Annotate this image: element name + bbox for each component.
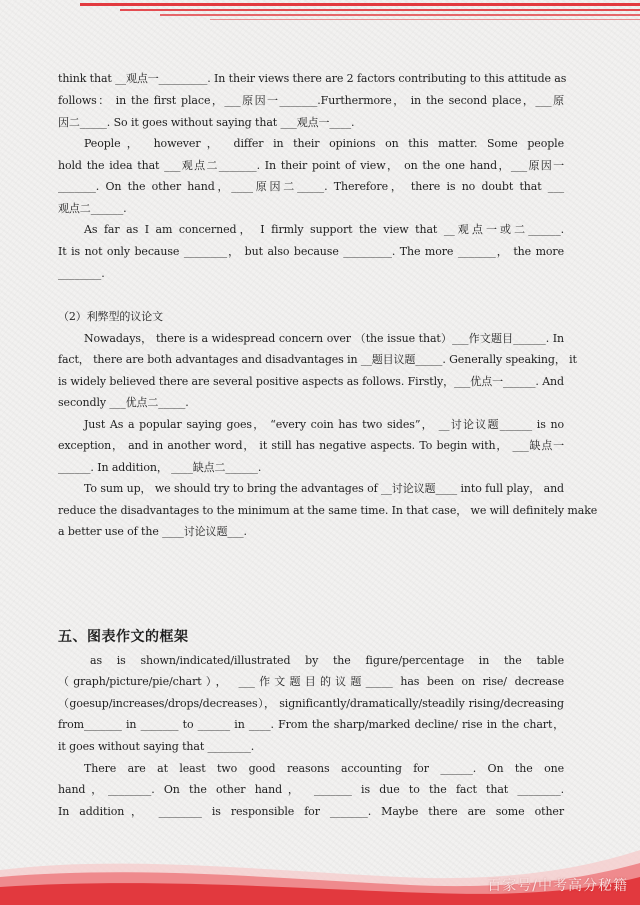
text-line: As far as I am concerned， I firmly support the view that __观点一或二______.: [84, 223, 564, 236]
text-line: think that __观点一_________. In their views there are 2 factors contributing to this attitude as: [58, 72, 567, 85]
text-line: To sum up， we should try to bring the advantages of __讨论议题____ into full play， and: [84, 482, 564, 495]
text-line: exception， and in another word， it still has negative aspects. To begin with， ___缺点一: [58, 439, 564, 452]
top-decoration: [80, 0, 640, 30]
section-heading: 五、图表作文的框架: [58, 629, 189, 645]
text-line: ________.: [58, 267, 105, 280]
text-line: Just As a popular saying goes， “every coin has two sides”， __讨论议题______ is no: [84, 418, 564, 431]
section-subtitle: （2）利弊型的议论文: [58, 310, 163, 323]
text-line: （goesup/increases/drops/decreases）， significantly/dramatically/steadily rising/decreasing: [58, 697, 564, 710]
text-line: People， however， differ in their opinions on this matter. Some people: [84, 137, 564, 150]
text-line: as is shown/indicated/illustrated by the figure/percentage in the table: [90, 654, 564, 667]
text-line: hold the idea that ___观点二_______. In their point of view， on the one hand，___原因一: [58, 159, 564, 172]
text-line: from_______ in _______ to ______ in ____. From the sharp/marked decline/ rise in the chart，: [58, 718, 564, 731]
text-line: secondly ___优点二_____.: [58, 396, 189, 409]
text-line: follows： in the first place，___原因一_______.Furthermore， in the second place，___原: [58, 94, 564, 107]
text-line: Nowadays， there is a widespread concern over （the issue that）___作文题目______. In: [84, 332, 564, 345]
text-line: There are at least two good reasons accounting for ______. On the one: [84, 762, 564, 775]
text-line: hand，________. On the other hand， _______ is due to the fact that ________.: [58, 783, 564, 796]
text-line: ______. In addition， ____缺点二______.: [58, 461, 262, 474]
text-line: reduce the disadvantages to the minimum at the same time. In that case， we will definitely make: [58, 504, 598, 517]
text-line: In addition， ________ is responsible for _______. Maybe there are some other: [58, 805, 564, 818]
text-line: It is not only because ________， but also because _________. The more _______， the more: [58, 245, 564, 258]
watermark-text: 百家号/中考高分秘籍: [487, 878, 628, 894]
text-line: fact， there are both advantages and disadvantages in __题目议题_____. Generally speaking， it: [58, 353, 577, 366]
text-line: it goes without saying that ________.: [58, 740, 255, 753]
text-line: 因二_____. So it goes without saying that ___观点一____.: [58, 116, 355, 129]
text-line: is widely believed there are several positive aspects as follows. Firstly，___优点一______. And: [58, 375, 564, 388]
text-line: a better use of the ____讨论议题___.: [58, 525, 247, 538]
text-line: （graph/picture/pie/chart）， ___作文题目的议题_____ has been on rise/ decrease: [58, 675, 564, 688]
text-line: 观点二______.: [58, 202, 127, 215]
text-line: _______. On the other hand，____原因二_____. Therefore， there is no doubt that ___: [58, 180, 564, 193]
